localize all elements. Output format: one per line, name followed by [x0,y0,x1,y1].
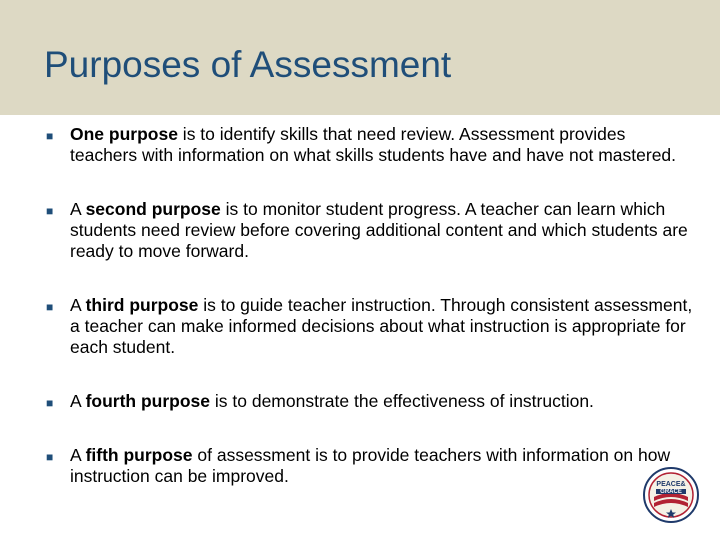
bullet-item [46,124,696,166]
bullet-text: is to identify skills that need review. Assessment provides teachers with information on what skills students have and have not mastered. [70,124,677,165]
square-bullet-icon: ■ [46,300,54,314]
bullet-item [46,391,696,412]
svg-text:PEACE&: PEACE& [656,481,686,488]
seal-logo [642,467,700,523]
bullet-emphasis: fifth purpose [85,445,193,465]
bullet-item [46,199,696,262]
bullet-text: is to demonstrate the effectiveness of instruction. [210,391,594,411]
bullet-lead: A [70,445,86,465]
bullet-text: is to guide teacher instruction. Through consistent assessment, a teacher can make informed decisions about what instruction is appropriate for each student. [70,295,693,357]
bullet-emphasis: second purpose [85,199,221,219]
bullet-emphasis: third purpose [85,295,199,315]
bullet-text: of assessment is to provide teachers with information on how instruction can be improved. [70,445,671,486]
bullet-item [46,445,696,487]
bullet-lead: A [70,295,86,315]
bullet-lead: A [70,199,86,219]
svg-text:GRACE: GRACE [660,489,682,495]
bullet-list [46,124,696,487]
bullet-item [46,295,696,358]
square-bullet-icon: ■ [46,396,54,410]
bullet-emphasis: fourth purpose [85,391,211,411]
square-bullet-icon: ■ [46,129,54,143]
square-bullet-icon: ■ [46,204,54,218]
bullet-lead: A [70,391,86,411]
bullet-text: is to monitor student progress. A teacher can learn which students need review before covering additional content and which students are ready to move forward. [70,199,688,261]
square-bullet-icon: ■ [46,450,54,464]
bullet-emphasis: One purpose [70,124,178,144]
page-title: Purposes of Assessment [44,44,452,85]
